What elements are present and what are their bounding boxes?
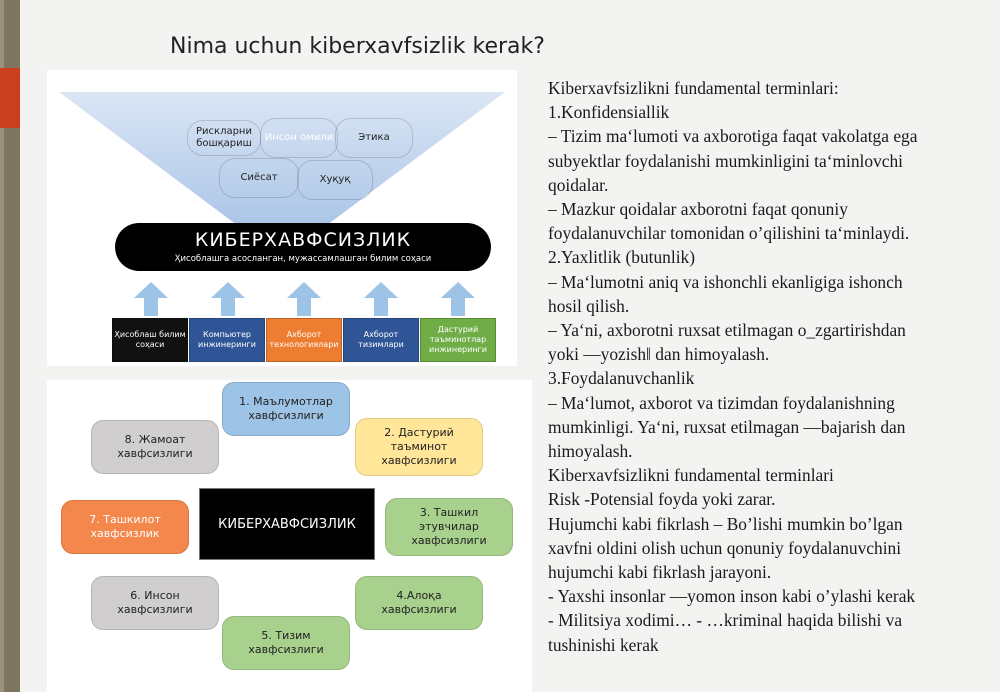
- node-component-security: 3. Ташкил этувчилар хавфсизлиги: [385, 498, 513, 556]
- main-title: КИБЕРХАВФСИЗЛИК: [194, 229, 412, 251]
- bubble-law: Хуқуқ: [297, 160, 373, 200]
- text-line: hosil qilish.: [548, 295, 630, 316]
- main-subtitle: Ҳисоблашга асосланган, мужассамлашган билим соҳаси: [174, 254, 432, 264]
- text-line: - Yaxshi insonlar ―yomon inson kabi o’ylashi kerak: [548, 586, 916, 607]
- text-line: 3.Foydalanuvchanlik: [548, 368, 695, 389]
- field-software-engineering: Дастурий таъминотлар инжинеринги: [420, 318, 496, 362]
- text-line: – Ma‘lumotni aniq va ishonchli ekanligiga ishonch: [548, 271, 903, 292]
- text-line: Kiberxavfsizlikni fundamental terminlari: [548, 465, 834, 486]
- text-line: Risk -Potensial foyda yoki zarar.: [548, 489, 776, 510]
- bubble-human-factor: Инсон омили: [260, 118, 338, 158]
- text-line: yoki ―yozish‖ dan himoyalash.: [548, 344, 770, 365]
- node-software-security: 2. Дастурий таъминот хавфсизлиги: [355, 418, 483, 476]
- left-accent-block: [0, 68, 20, 128]
- center-node: КИБЕРХАВФСИЗЛИК: [199, 488, 375, 560]
- field-information-technology: Ахборот технологиялари: [266, 318, 342, 362]
- knowledge-diagram: [47, 70, 517, 366]
- node-system-security: 5. Тизим хавфсизлиги: [222, 616, 350, 670]
- text-line: – Ya‘ni, axborotni ruxsat etilmagan o_zgartirishdan: [548, 320, 906, 341]
- text-line: subyektlar foydalanishi mumkinligini ta‘minlovchi: [548, 150, 904, 171]
- text-line: – Tizim ma‘lumoti va axborotiga faqat vakolatga ega: [548, 126, 918, 147]
- text-line: – Ma‘lumot, axborot va tizimdan foydalanishning: [548, 392, 895, 413]
- text-line: hujumchi kabi fikrlash jarayoni.: [548, 562, 772, 583]
- field-computing: Ҳисоблаш билим соҳаси: [112, 318, 188, 362]
- text-line: mumkinligi. Ya‘ni, ruxsat etilmagan ―bajarish dan: [548, 416, 906, 437]
- text-line: tushinishi kerak: [548, 634, 659, 655]
- up-arrow-icon: [364, 282, 398, 316]
- field-computer-engineering: Компьютер инжинеринги: [189, 318, 265, 362]
- text-line: Hujumchi kabi fikrlash – Bo’lishi mumkin bo’lgan: [548, 513, 903, 534]
- node-data-security: 1. Маълумотлар хавфсизлиги: [222, 382, 350, 436]
- text-line: – Mazkur qoidalar axborotni faqat qonuniy: [548, 199, 848, 220]
- terms-text-block: [548, 76, 992, 657]
- text-line: qoidalar.: [548, 174, 609, 195]
- node-human-security: 6. Инсон хавфсизлиги: [91, 576, 219, 630]
- node-public-security: 8. Жамоат хавфсизлиги: [91, 420, 219, 474]
- text-line: 2.Yaxlitlik (butunlik): [548, 247, 696, 268]
- up-arrow-icon: [441, 282, 475, 316]
- text-line: himoyalash.: [548, 441, 633, 462]
- text-line: foydalanuvchilar tomonidan o’qilishini ta‘minlaydi.: [548, 223, 910, 244]
- node-communication-security: 4.Алоқа хавфсизлиги: [355, 576, 483, 630]
- bubble-policy: Сиёсат: [219, 158, 299, 198]
- bubble-ethics: Этика: [335, 118, 413, 158]
- text-line: xavfni oldini olish uchun qonuniy foydalanuvchini: [548, 537, 902, 558]
- cybersecurity-main-bar: [115, 223, 491, 271]
- up-arrow-icon: [134, 282, 168, 316]
- text-line: 1.Konfidensiallik: [548, 102, 670, 123]
- security-types-diagram: [47, 380, 532, 692]
- slide-title: Nima uchun kiberxavfsizlik kerak?: [170, 34, 545, 59]
- node-organization-security: 7. Ташкилот хавфсизлик: [61, 500, 189, 554]
- up-arrow-icon: [211, 282, 245, 316]
- text-line: Kiberxavfsizlikni fundamental terminlari:: [548, 78, 839, 98]
- up-arrow-icon: [287, 282, 321, 316]
- text-line: - Militsiya xodimi… - …kriminal haqida bilishi va: [548, 610, 903, 631]
- field-information-systems: Ахборот тизимлари: [343, 318, 419, 362]
- bubble-risk-management: Рискларни бошқариш: [187, 120, 261, 156]
